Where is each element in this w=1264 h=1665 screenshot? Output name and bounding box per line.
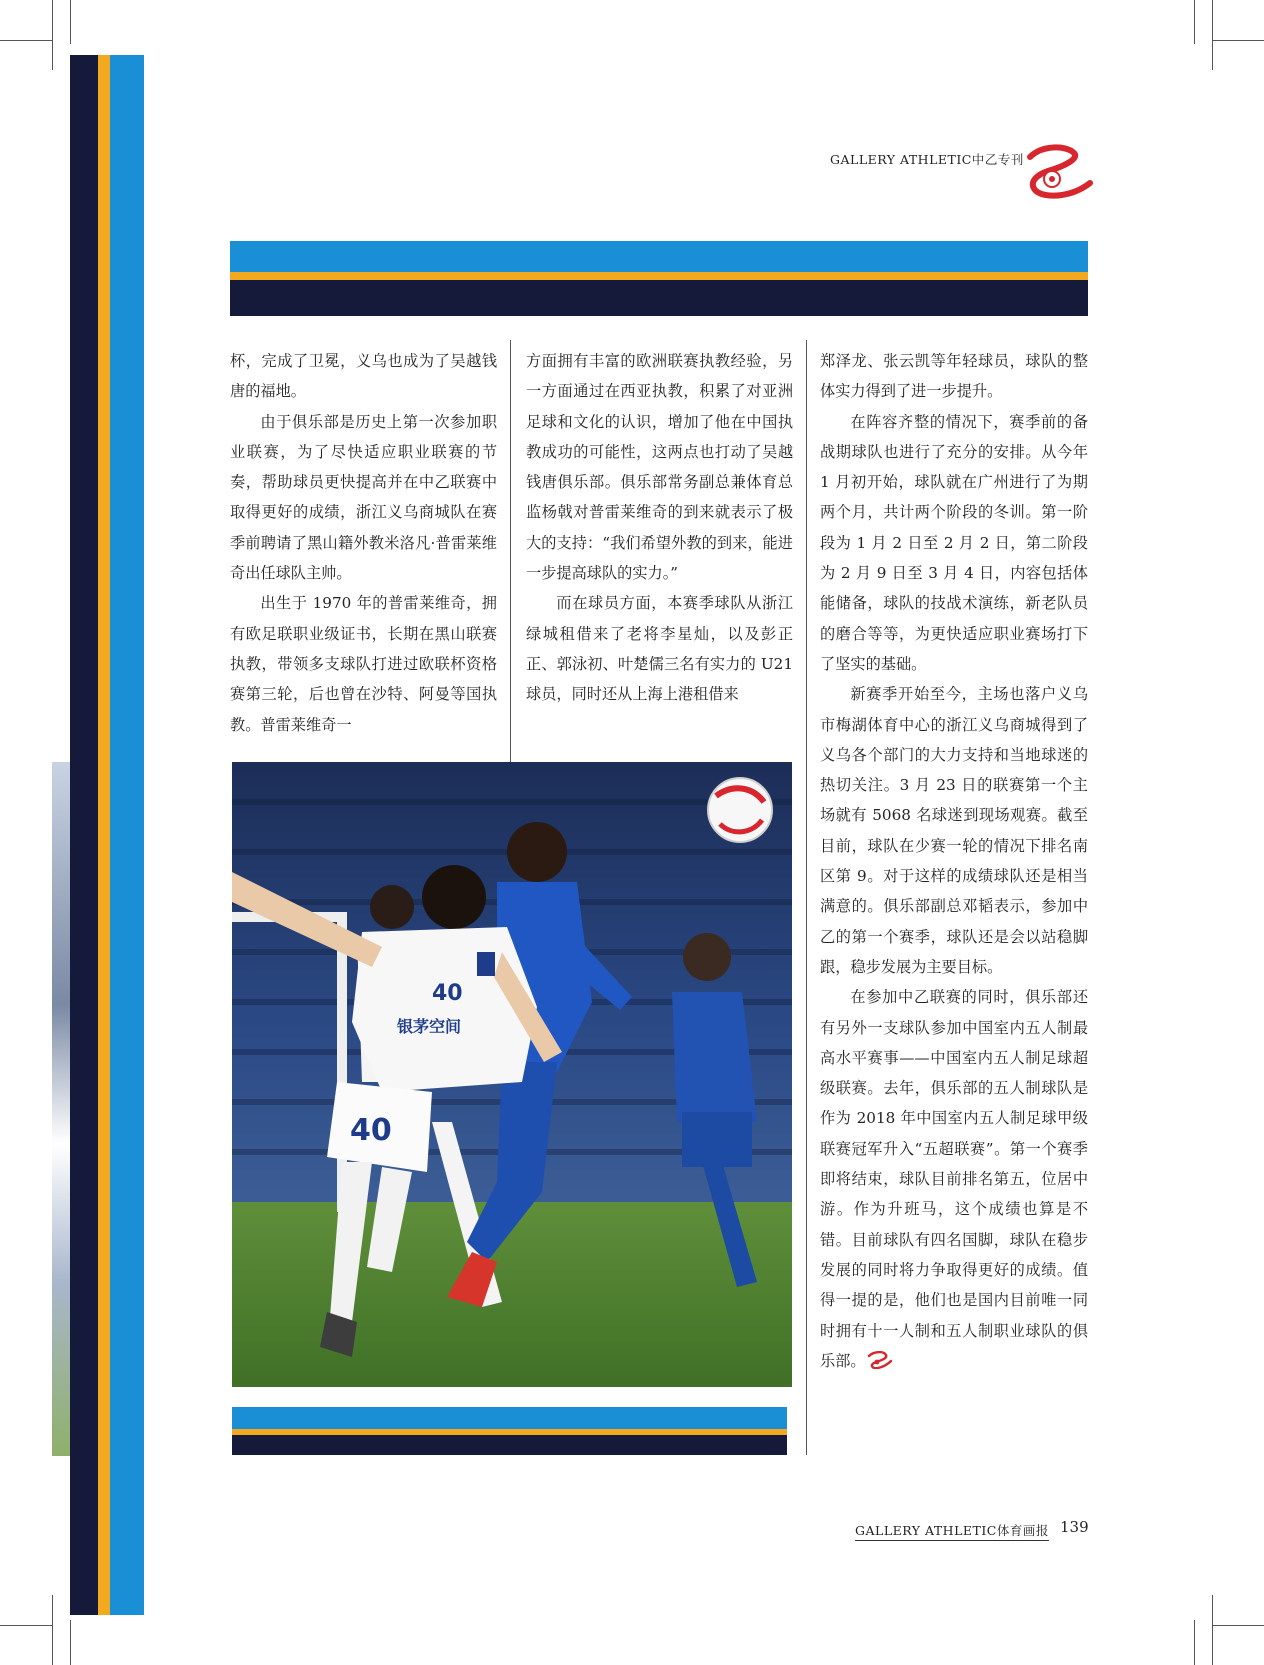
crop-mark — [0, 1625, 52, 1626]
section-banner-gold — [230, 272, 1088, 280]
bottom-bar-navy — [232, 1435, 787, 1455]
crop-mark — [1212, 40, 1264, 41]
jersey-sponsor: 银茅空间 — [397, 1017, 462, 1036]
paragraph: 由于俱乐部是历史上第一次参加职业联赛，为了尽快适应职业联赛的节奏，帮助球员更快提高并在中乙联赛中取得更好的成绩，浙江义乌商城队在赛季前聘请了黑山籍外教米洛凡·普雷莱维奇出任球队主帅。 — [230, 412, 497, 583]
paragraph-final — [820, 982, 1088, 1376]
paragraph: 新赛季开始至今，主场也落户义乌市梅湖体育中心的浙江义乌商城得到了义乌各个部门的大力支持和当地球迷的热切关注。3 月 23 日的联赛第一个主场就有 5068 名球迷到现场观赛。截至目前，球队在少赛一轮的情况下排名南区第 9。对于这样的成绩球队还是相当满意的。俱乐部副总邓韬表示，参加中乙的第一个赛季，球队还是会以站稳脚跟，稳步发展为主要目标。 — [820, 685, 1088, 976]
left-stripe-blue — [110, 55, 144, 1615]
section-banner-blue — [230, 241, 1088, 272]
shorts-number: 40 — [350, 1113, 392, 1148]
football — [708, 778, 772, 842]
crop-mark — [1194, 1620, 1195, 1665]
magazine-logo-icon — [1022, 143, 1094, 199]
article-column-3 — [820, 346, 1088, 1376]
paragraph: 方面拥有丰富的欧洲联赛执教经验，另一方面通过在西亚执教，积累了对亚洲足球和文化的认识，增加了他在中国执教成功的可能性，这两点也打动了吴越钱唐俱乐部。俱乐部常务副总兼体育总监杨戟对普雷莱维奇的到来就表示了极大的支持：“我们希望外教的到来，能进一步提高球队的实力。” — [526, 352, 793, 583]
article-column-1 — [230, 346, 497, 740]
running-footer: GALLERY ATHLETIC体育画报 — [855, 1521, 1049, 1541]
paragraph: 郑泽龙、张云凯等年轻球员，球队的整体实力得到了进一步提升。 — [820, 352, 1088, 401]
paragraph: 而在球员方面，本赛季球队从浙江绿城租借来了老将李星灿，以及彭正正、郭泳初、叶楚儒三名有实力的 U21 球员，同时还从上海上港租借来 — [526, 594, 793, 704]
column-divider — [806, 340, 807, 1455]
paragraph: 出生于 1970 年的普雷莱维奇，拥有欧足联职业级证书，长期在黑山联赛执教，带领多支球队打进过欧联杯资格赛第三轮，后也曾在沙特、阿曼等国执教。普雷莱维奇一 — [230, 594, 497, 734]
article-column-2 — [526, 346, 793, 710]
left-stripe-navy — [70, 55, 98, 1615]
bottom-bar-blue — [232, 1407, 787, 1429]
crop-mark — [1194, 0, 1195, 44]
column-divider — [510, 340, 511, 762]
crop-mark — [0, 40, 52, 41]
facing-page-photo-edge — [52, 762, 70, 1456]
crop-mark — [52, 1595, 53, 1665]
crop-mark — [1212, 0, 1213, 70]
jersey-front-number: 40 — [432, 981, 463, 1006]
section-banner-navy — [230, 280, 1088, 316]
crop-mark — [1212, 1625, 1264, 1626]
match-photo — [232, 762, 792, 1387]
page-number: 139 — [1060, 1518, 1089, 1536]
crop-mark — [52, 0, 53, 70]
paragraph: 在阵容齐整的情况下，赛季前的备战期球队也进行了充分的安排。从今年 1 月初开始，球队就在广州进行了为期两个月，共计两个阶段的冬训。第一阶段为 1 月 2 日至 2 月 2 日，第二阶段为 2 月 9 日至 3 月 4 日，内容包括体能储备，球队的技战术演练，新老队员的磨合等等，为更快适应职业赛场打下了坚实的基础。 — [820, 412, 1088, 673]
crop-mark — [70, 0, 71, 44]
running-header: GALLERY ATHLETIC中乙专刊 — [830, 152, 1024, 167]
crop-mark — [1212, 1595, 1213, 1665]
crop-mark — [70, 1620, 71, 1665]
paragraph-text: 在参加中乙联赛的同时，俱乐部还有另外一支球队参加中国室内五人制最高水平赛事——中国室内五人制足球超级联赛。去年，俱乐部的五人制球队是作为 2018 年中国室内五人制足球甲级联赛冠军升入“五超联赛”。第一个赛季即将结束，球队目前排名第五，位居中游。作为升班马，这个成绩也算是不错。目前球队有四名国脚，球队在稳步发展的同时将力争取得更好的成绩。值得一提的是，他们也是国内目前唯一同时拥有十一人制和五人制职业球队的俱乐部。 — [820, 988, 1088, 1370]
left-stripe-gold — [98, 55, 110, 1615]
end-mark-icon — [866, 1351, 892, 1369]
paragraph: 杯，完成了卫冕，义乌也成为了吴越钱唐的福地。 — [230, 352, 497, 401]
